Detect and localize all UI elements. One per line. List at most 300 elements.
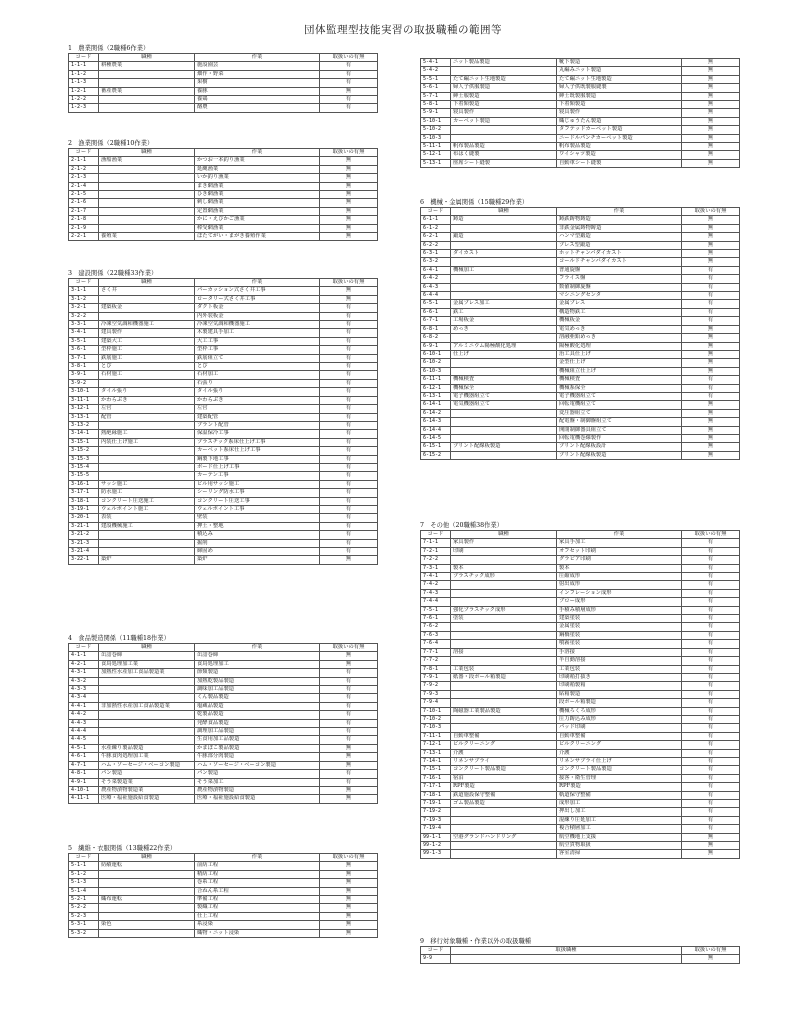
task-cell: グラビア印刷 xyxy=(557,556,682,564)
handling-cell: 無 xyxy=(682,842,740,850)
code-cell: 6-10-1 xyxy=(421,350,451,358)
table-row xyxy=(421,443,740,451)
occupation-cell xyxy=(451,690,557,698)
occupation-cell: 布はく縫製 xyxy=(451,151,557,159)
handling-cell: 無 xyxy=(320,191,378,199)
task-cell: 施設園芸 xyxy=(195,62,320,70)
task-cell: 機械板金 xyxy=(557,317,682,325)
code-cell: 5-1-2 xyxy=(69,870,99,878)
task-cell: カーペット系床仕上げ工事 xyxy=(195,447,320,455)
handling-cell: 有 xyxy=(682,825,740,833)
task-cell: 航空機地上支援 xyxy=(557,833,682,841)
handling-cell: 無 xyxy=(320,904,378,912)
occupation-cell: ハム・ソーセージ・ベーコン製造 xyxy=(99,761,195,769)
code-cell: 5-1-4 xyxy=(69,887,99,895)
task-cell: ボード仕上げ工事 xyxy=(195,463,320,471)
code-cell: 4-3-1 xyxy=(69,669,99,677)
occupation-cell xyxy=(99,539,195,547)
occupation-cell: 石材施工 xyxy=(99,371,195,379)
table-row xyxy=(421,648,740,656)
occupation-cell xyxy=(99,216,195,224)
table-header-row xyxy=(69,279,378,287)
column-header: 取扱いの有無 xyxy=(682,531,740,539)
table-row xyxy=(421,334,740,342)
table-row xyxy=(69,904,378,912)
occupation-cell xyxy=(451,283,557,291)
occupation-cell: ゴム製品製造 xyxy=(451,800,557,808)
handling-cell: 有 xyxy=(320,413,378,421)
task-cell: パーカッション式さく井工事 xyxy=(195,287,320,295)
table-header-row xyxy=(69,149,378,157)
handling-cell: 無 xyxy=(682,109,740,117)
handling-cell: 有 xyxy=(682,539,740,547)
code-cell: 6-12-1 xyxy=(421,384,451,392)
task-cell: 航空貨物取扱 xyxy=(557,842,682,850)
column-header: 取扱職種 xyxy=(451,947,682,955)
task-cell: たて編ニット生地製造 xyxy=(557,75,682,83)
handling-cell: 有 xyxy=(320,371,378,379)
task-cell: ワイシャツ製造 xyxy=(557,151,682,159)
occupation-cell: カーペット製造 xyxy=(451,117,557,125)
occupation-cell: コンクリート製品製造 xyxy=(451,766,557,774)
table-row xyxy=(421,342,740,350)
table-row xyxy=(421,556,740,564)
occupation-cell xyxy=(99,870,195,878)
code-cell: 3-13-1 xyxy=(69,413,99,421)
task-cell: 押土・整地 xyxy=(195,522,320,530)
table-row xyxy=(421,233,740,241)
handling-cell: 無 xyxy=(682,850,740,858)
task-cell: ひき網漁業 xyxy=(195,191,320,199)
code-cell: 4-4-5 xyxy=(69,736,99,744)
task-cell: そう菜加工 xyxy=(195,778,320,786)
occupation-table xyxy=(68,53,378,113)
task-cell: 織物・ニット浸染 xyxy=(195,929,320,937)
task-cell: ホットチャンバダイカスト xyxy=(557,250,682,258)
task-cell: 陽極酸化処理 xyxy=(557,342,682,350)
table-row xyxy=(421,699,740,707)
table-header-row xyxy=(421,947,740,955)
occupation-cell xyxy=(99,548,195,556)
column-header: 作業 xyxy=(195,149,320,157)
handling-cell: 無 xyxy=(320,233,378,241)
code-cell: 5-10-2 xyxy=(421,126,451,134)
code-cell: 6-5-1 xyxy=(421,300,451,308)
occupation-cell: 工場板金 xyxy=(451,317,557,325)
task-cell: 石材加工 xyxy=(195,371,320,379)
handling-cell: 無 xyxy=(682,101,740,109)
column-header: 取扱いの有無 xyxy=(320,854,378,862)
occupation-cell: 製本 xyxy=(451,564,557,572)
table-row xyxy=(421,615,740,623)
handling-cell: 有 xyxy=(682,741,740,749)
table-row xyxy=(421,376,740,384)
handling-cell: 有 xyxy=(682,808,740,816)
task-cell: 定置網漁業 xyxy=(195,207,320,215)
handling-cell: 有 xyxy=(682,283,740,291)
task-cell: マシニングセンタ xyxy=(557,292,682,300)
task-cell: 型枠工事 xyxy=(195,346,320,354)
table-row xyxy=(69,480,378,488)
task-cell: 成形加工 xyxy=(557,800,682,808)
occupation-cell: 内装仕上げ施工 xyxy=(99,438,195,446)
occupation-cell: ビルクリーニング xyxy=(451,741,557,749)
handling-cell: 無 xyxy=(682,401,740,409)
table-row xyxy=(69,295,378,303)
table-row xyxy=(69,413,378,421)
table-row xyxy=(69,887,378,895)
task-cell: タイル張り xyxy=(195,388,320,396)
occupation-cell: 鍛造 xyxy=(451,233,557,241)
table-row xyxy=(69,694,378,702)
occupation-cell: 缶詰巻締 xyxy=(99,652,195,660)
table-row xyxy=(69,224,378,232)
task-cell: 配電盤・制御盤組立て xyxy=(557,418,682,426)
occupation-cell xyxy=(99,912,195,920)
handling-cell: 有 xyxy=(682,598,740,606)
task-cell: 積込み xyxy=(195,531,320,539)
handling-cell: 有 xyxy=(682,724,740,732)
handling-cell: 無 xyxy=(682,443,740,451)
occupation-cell: 鉄筋施工 xyxy=(99,354,195,362)
task-cell: 木製建具手加工 xyxy=(195,329,320,337)
task-cell: 築炉 xyxy=(195,556,320,564)
handling-cell: 有 xyxy=(320,778,378,786)
code-cell: 4-8-1 xyxy=(69,770,99,778)
handling-cell: 有 xyxy=(682,707,740,715)
table-row xyxy=(421,401,740,409)
task-cell: 家具手加工 xyxy=(557,539,682,547)
handling-cell: 無 xyxy=(682,126,740,134)
table-row xyxy=(421,581,740,589)
handling-cell: 無 xyxy=(320,207,378,215)
code-cell: 7-1-1 xyxy=(421,539,451,547)
code-cell: 7-6-1 xyxy=(421,615,451,623)
task-cell: ブロー成形 xyxy=(557,598,682,606)
occupation-cell: 建具製作 xyxy=(99,329,195,337)
occupation-cell xyxy=(451,657,557,665)
code-cell: 1-2-2 xyxy=(69,96,99,104)
code-cell: 2-1-6 xyxy=(69,199,99,207)
code-cell: 7-6-4 xyxy=(421,640,451,648)
table-row xyxy=(421,325,740,333)
table-row xyxy=(69,896,378,904)
code-cell: 7-12-1 xyxy=(421,741,451,749)
table-row xyxy=(69,770,378,778)
table-row xyxy=(421,308,740,316)
handling-cell: 有 xyxy=(320,548,378,556)
handling-cell: 無 xyxy=(682,117,740,125)
task-cell: 帆布製品製造 xyxy=(557,143,682,151)
handling-cell: 無 xyxy=(320,199,378,207)
handling-cell: 無 xyxy=(320,224,378,232)
handling-cell: 有 xyxy=(682,573,740,581)
handling-cell: 有 xyxy=(320,669,378,677)
occupation-cell: 畜産農業 xyxy=(99,87,195,95)
code-cell: 7-10-2 xyxy=(421,715,451,723)
table-row xyxy=(69,879,378,887)
table-row xyxy=(421,732,740,740)
occupation-cell: 鉄工 xyxy=(451,308,557,316)
task-cell: いか釣り漁業 xyxy=(195,174,320,182)
code-cell: 9-9 xyxy=(421,955,451,963)
task-cell: プリント配線板製造 xyxy=(557,451,682,459)
table-row xyxy=(421,350,740,358)
table-row xyxy=(69,929,378,937)
column-header: 取扱いの有無 xyxy=(320,279,378,287)
task-cell: 機械検査 xyxy=(557,376,682,384)
table-row xyxy=(421,682,740,690)
table-row xyxy=(69,753,378,761)
occupation-cell xyxy=(99,904,195,912)
code-cell: 1-1-3 xyxy=(69,79,99,87)
handling-cell: 有 xyxy=(320,396,378,404)
occupation-cell xyxy=(451,334,557,342)
occupation-cell xyxy=(451,241,557,249)
table-row xyxy=(421,808,740,816)
occupation-cell: 塗装 xyxy=(451,615,557,623)
task-cell: 金型仕上げ xyxy=(557,359,682,367)
table-row xyxy=(421,623,740,631)
occupation-cell xyxy=(99,728,195,736)
table-row xyxy=(421,84,740,92)
occupation-cell: 空港グランドハンドリング xyxy=(451,833,557,841)
task-cell: ハンマ型鍛造 xyxy=(557,233,682,241)
table-row xyxy=(69,430,378,438)
table-row xyxy=(421,766,740,774)
task-cell: プラント配管 xyxy=(195,421,320,429)
handling-cell: 無 xyxy=(320,652,378,660)
task-cell: 紳士既製服製造 xyxy=(557,92,682,100)
occupation-cell: めっき xyxy=(451,325,557,333)
table-row xyxy=(421,250,740,258)
code-cell: 6-7-1 xyxy=(421,317,451,325)
handling-cell: 無 xyxy=(682,451,740,459)
table-row xyxy=(421,665,740,673)
table-row xyxy=(421,117,740,125)
occupation-cell xyxy=(451,292,557,300)
task-cell: 下着類製造 xyxy=(557,101,682,109)
table-row xyxy=(69,531,378,539)
occupation-cell: さく井 xyxy=(99,287,195,295)
column-header: コード xyxy=(69,54,99,62)
handling-cell: 無 xyxy=(320,879,378,887)
code-cell: 7-18-1 xyxy=(421,791,451,799)
handling-cell: 有 xyxy=(320,686,378,694)
handling-cell: 有 xyxy=(682,816,740,824)
table-row xyxy=(69,514,378,522)
handling-cell: 無 xyxy=(682,75,740,83)
occupation-cell: 宿泊 xyxy=(451,774,557,782)
occupation-cell xyxy=(99,295,195,303)
code-cell: 4-4-2 xyxy=(69,711,99,719)
column-header: コード xyxy=(69,644,99,652)
occupation-cell xyxy=(99,694,195,702)
table-row xyxy=(421,434,740,442)
table-row xyxy=(421,266,740,274)
table-row xyxy=(69,182,378,190)
task-cell: 糸浸染 xyxy=(195,921,320,929)
handling-cell: 有 xyxy=(320,472,378,480)
code-cell: 5-6-1 xyxy=(421,84,451,92)
occupation-cell xyxy=(99,736,195,744)
code-cell: 2-1-4 xyxy=(69,182,99,190)
occupation-cell: 防水施工 xyxy=(99,489,195,497)
handling-cell: 有 xyxy=(682,791,740,799)
occupation-cell xyxy=(451,126,557,134)
task-cell: 節類製造 xyxy=(195,669,320,677)
table-row xyxy=(69,304,378,312)
table-row xyxy=(421,75,740,83)
occupation-table xyxy=(68,643,378,804)
handling-cell: 無 xyxy=(320,157,378,165)
occupation-cell: 機械保全 xyxy=(451,384,557,392)
table-row xyxy=(421,673,740,681)
occupation-cell xyxy=(451,850,557,858)
handling-cell: 無 xyxy=(682,418,740,426)
table-row xyxy=(421,109,740,117)
code-cell: 6-1-2 xyxy=(421,224,451,232)
handling-cell: 有 xyxy=(320,329,378,337)
handling-cell: 有 xyxy=(320,770,378,778)
occupation-cell xyxy=(99,96,195,104)
handling-cell: 無 xyxy=(320,887,378,895)
occupation-cell: 耕種農業 xyxy=(99,62,195,70)
table-row xyxy=(69,396,378,404)
task-cell: 発酵食品製造 xyxy=(195,719,320,727)
occupation-cell xyxy=(451,224,557,232)
code-cell: 4-5-1 xyxy=(69,744,99,752)
task-cell: 回転電機巻線製作 xyxy=(557,434,682,442)
section-title: 3 建設関係（22職種33作業） xyxy=(68,270,158,277)
table-row xyxy=(69,556,378,564)
occupation-cell: 漁船漁業 xyxy=(99,157,195,165)
occupation-cell: 紳士服製造 xyxy=(451,92,557,100)
handling-cell: 無 xyxy=(320,795,378,803)
handling-cell: 有 xyxy=(320,388,378,396)
handling-cell: 有 xyxy=(320,447,378,455)
handling-cell: 無 xyxy=(320,896,378,904)
handling-cell: 無 xyxy=(682,334,740,342)
occupation-cell: ニット製品製造 xyxy=(451,59,557,67)
handling-cell: 無 xyxy=(682,250,740,258)
task-cell: フライス盤 xyxy=(557,275,682,283)
occupation-cell xyxy=(451,955,682,963)
task-cell: 棒受網漁業 xyxy=(195,224,320,232)
occupation-cell: プリント配線板製造 xyxy=(451,443,557,451)
occupation-cell: たて編ニット生地製造 xyxy=(451,75,557,83)
section-8 xyxy=(420,521,740,859)
task-cell: まき網漁業 xyxy=(195,182,320,190)
code-cell: 6-3-1 xyxy=(421,250,451,258)
handling-cell: 有 xyxy=(682,699,740,707)
handling-cell: 有 xyxy=(320,70,378,78)
table-row xyxy=(69,233,378,241)
table-row xyxy=(69,312,378,320)
task-cell: 加熱乾製品製造 xyxy=(195,677,320,685)
occupation-cell xyxy=(451,367,557,375)
table-header-row xyxy=(421,531,740,539)
handling-cell: 有 xyxy=(682,648,740,656)
code-cell: 6-13-1 xyxy=(421,392,451,400)
handling-cell: 有 xyxy=(320,430,378,438)
code-cell: 2-1-3 xyxy=(69,174,99,182)
occupation-cell xyxy=(451,434,557,442)
occupation-cell: RPF製造 xyxy=(451,783,557,791)
task-cell: 印刷箱打抜き xyxy=(557,673,682,681)
code-cell: 2-2-1 xyxy=(69,233,99,241)
handling-cell: 無 xyxy=(320,165,378,173)
task-cell: コールドチャンバダイカスト xyxy=(557,258,682,266)
table-row xyxy=(421,392,740,400)
table-row xyxy=(69,761,378,769)
occupation-table xyxy=(68,853,378,938)
occupation-cell xyxy=(451,682,557,690)
handling-cell: 有 xyxy=(320,514,378,522)
task-cell: 機械ろくろ成形 xyxy=(557,707,682,715)
handling-cell: 無 xyxy=(682,325,740,333)
handling-cell: 無 xyxy=(320,929,378,937)
table-row xyxy=(421,143,740,151)
code-cell: 2-1-5 xyxy=(69,191,99,199)
code-cell: 4-4-3 xyxy=(69,719,99,727)
handling-cell: 有 xyxy=(320,79,378,87)
table-row xyxy=(69,62,378,70)
code-cell: 7-15-1 xyxy=(421,766,451,774)
table-row xyxy=(421,707,740,715)
code-cell: 4-4-1 xyxy=(69,702,99,710)
occupation-cell xyxy=(451,359,557,367)
table-row xyxy=(69,379,378,387)
section-9 xyxy=(420,937,740,964)
occupation-cell xyxy=(99,879,195,887)
occupation-cell xyxy=(99,79,195,87)
task-cell: 変圧器組立て xyxy=(557,409,682,417)
handling-cell: 有 xyxy=(320,346,378,354)
code-cell: 7-2-2 xyxy=(421,556,451,564)
column-header: 作業 xyxy=(195,854,320,862)
handling-cell: 有 xyxy=(320,728,378,736)
code-cell: 7-13-1 xyxy=(421,749,451,757)
table-row xyxy=(69,778,378,786)
task-cell: ダクト板金 xyxy=(195,304,320,312)
task-cell: 酪農 xyxy=(195,104,320,112)
column-header: 職種 xyxy=(99,279,195,287)
code-cell: 3-11-1 xyxy=(69,396,99,404)
code-cell: 4-3-4 xyxy=(69,694,99,702)
task-cell: くん製品製造 xyxy=(195,694,320,702)
code-cell: 3-2-2 xyxy=(69,312,99,320)
handling-cell: 無 xyxy=(682,233,740,241)
task-cell: 圧力鋳込み成形 xyxy=(557,715,682,723)
code-cell: 5-8-1 xyxy=(421,101,451,109)
handling-cell: 無 xyxy=(320,556,378,564)
handling-cell: 有 xyxy=(320,312,378,320)
code-cell: 2-1-9 xyxy=(69,224,99,232)
occupation-cell: 加熱性水産加工食品製造業 xyxy=(99,669,195,677)
column-header: 職種 xyxy=(451,208,557,216)
task-cell: 前紡工程 xyxy=(195,862,320,870)
section-title: 1 農業関係（2職種6作業） xyxy=(68,45,150,52)
handling-cell: 有 xyxy=(682,774,740,782)
code-cell: 6-10-2 xyxy=(421,359,451,367)
handling-cell: 無 xyxy=(682,92,740,100)
handling-cell: 有 xyxy=(682,376,740,384)
occupation-cell xyxy=(99,929,195,937)
task-cell: 普通旋盤 xyxy=(557,266,682,274)
handling-cell: 有 xyxy=(320,321,378,329)
table-row xyxy=(69,371,378,379)
